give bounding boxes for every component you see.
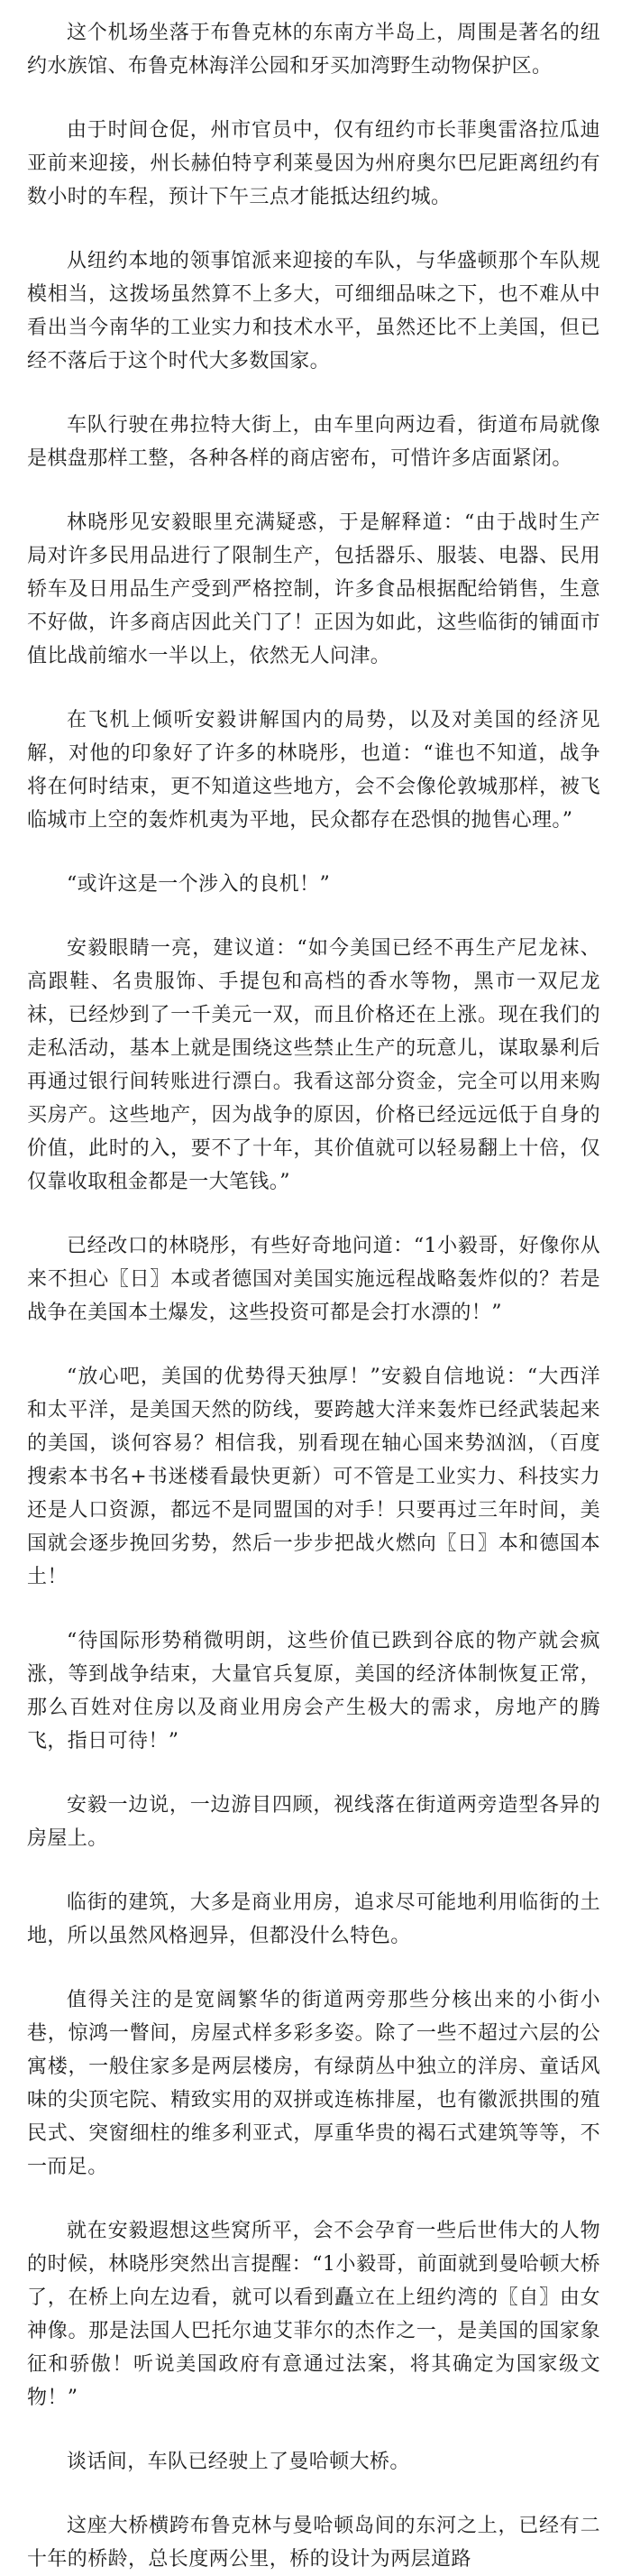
paragraph-12: 安毅一边说，一边游目四顾，视线落在街道两旁造型各异的房屋上。 (27, 1794, 600, 1850)
paragraph-15: 就在安毅遐想这些窝所平，会不会孕育一些后世伟大的人物的时候，林晓彤突然出言提醒：“1小毅哥，前面就到曼哈顿大桥了，在桥上向左边看，就可以看到矗立在上纽约湾的〖自〗由女神像。那是法国人巴托尔迪艾菲尔的杰作之一，是美国的国家象征和骄傲！听说美国政府有意通过法案，将其确定为国家级文物！” (27, 2220, 600, 2409)
paragraph-2: 由于时间仓促，州市官员中，仅有纽约市长菲奥雷洛拉瓜迪亚前来迎接，州长赫伯特亨利莱曼因为州府奥尔巴尼距离纽约有数小时的车程，预计下午三点才能抵达纽约城。 (27, 119, 600, 208)
paragraph-7: “或许这是一个涉入的良机！” (67, 873, 331, 896)
paragraph-4: 车队行驶在弗拉特大街上，由车里向两边看，街道布局就像是棋盘那样工整，各种各样的商店密布，可惜许多店面紧闭。 (27, 414, 600, 470)
paragraph-5: 林晓彤见安毅眼里充满疑惑，于是解释道：“由于战时生产局对许多民用品进行了限制生产，包括器乐、服装、电器、民用轿车及日用品生产受到严格控制，许多食品根据配给销售，生意不好做，许多商店因此关门了！正因为如此，这些临街的铺面市值比战前缩水一半以上，依然无人问津。 (27, 511, 600, 667)
paragraph-13: 临街的建筑，大多是商业用房，追求尽可能地利用临街的土地，所以虽然风格迥异，但都没什么特色。 (27, 1891, 600, 1947)
paragraph-6: 在飞机上倾听安毅讲解国内的局势，以及对美国的经济见解，对他的印象好了许多的林晓彤，也道：“谁也不知道，战争将在何时结束，更不知道这些地方，会不会像伦敦城那样，被飞临城市上空的轰炸机夷为平地，民众都存在恐惧的抛售心理。” (27, 709, 600, 832)
paragraph-9: 已经改口的林晓彤，有些好奇地问道：“1小毅哥，好像你从来不担心〖日〗本或者德国对美国实施远程战略轰炸似的？若是战争在美国本土爆发，这些投资可都是会打水漂的！” (27, 1235, 600, 1324)
paragraph-8: 安毅眼睛一亮，建议道：“如今美国已经不再生产尼龙袜、高跟鞋、名贵服饰、手提包和高档的香水等物，黑市一双尼龙袜，已经炒到了一千美元一双，而且价格还在上涨。现在我们的走私活动，基本上就是围绕这些禁止生产的玩意儿，谋取暴利后再通过银行间转账进行漂白。我看这部分资金，完全可以用来购买房产。这些地产，因为战争的原因，价格已经远远低于自身的价值，此时的入，要不了十年，其价值就可以轻易翻上十倍，仅仅靠收取租金都是一大笔钱。” (27, 937, 600, 1193)
paragraph-11: “待国际形势稍微明朗，这些价值已跌到谷底的物产就会疯涨，等到战争结束，大量官兵复原，美国的经济体制恢复正常，那么百姓对住房以及商业用房会产生极大的需求，房地产的腾飞，指日可待！” (27, 1630, 600, 1753)
paragraph-3: 从纽约本地的领事馆派来迎接的车队，与华盛顿那个车队规模相当，这拨场虽然算不上多大，可细细品味之下，也不难从中看出当今南华的工业实力和技术水平，虽然还比不上美国，但已经不落后于这个时代大多数国家。 (27, 250, 600, 373)
paragraph-16: 谈话间，车队已经驶上了曼哈顿大桥。 (67, 2451, 410, 2473)
paragraph-1: 这个机场坐落于布鲁克林的东南方半岛上，周围是著名的纽约水族馆、布鲁克林海洋公园和牙买加湾野生动物保护区。 (27, 22, 600, 78)
paragraph-17: 这座大桥横跨布鲁克林与曼哈顿岛间的东河之上，已经有二十年的桥龄，总长度两公里，桥的设计为两层道路 (27, 2515, 600, 2571)
paragraph-10: “放心吧，美国的优势得天独厚！”安毅自信地说：“大西洋和太平洋，是美国天然的防线，要跨越大洋来轰炸已经武装起来的美国，谈何容易？相信我，别看现在轴心国来势汹汹，（百度搜索本书名+书迷楼看最快更新）可不管是工业实力、科技实力还是人口资源，都远不是同盟国的对手！只要再过三年时间，美国就会逐步挽回劣势，然后一步步把战火燃向〖日〗本和德国本土！ (27, 1366, 600, 1588)
paragraph-14: 值得关注的是宽阔繁华的街道两旁那些分核出来的小街小巷，惊鸿一瞥间，房屋式样多彩多姿。除了一些不超过六层的公寓楼，一般住家多是两层楼房，有绿荫丛中独立的洋房、童话风味的尖顶宅院、精致实用的双拼或连栋排屋，也有徽派拱围的殖民式、突窗细柱的维多利亚式，厚重华贵的褐石式建筑等等，不一而足。 (27, 1989, 600, 2178)
